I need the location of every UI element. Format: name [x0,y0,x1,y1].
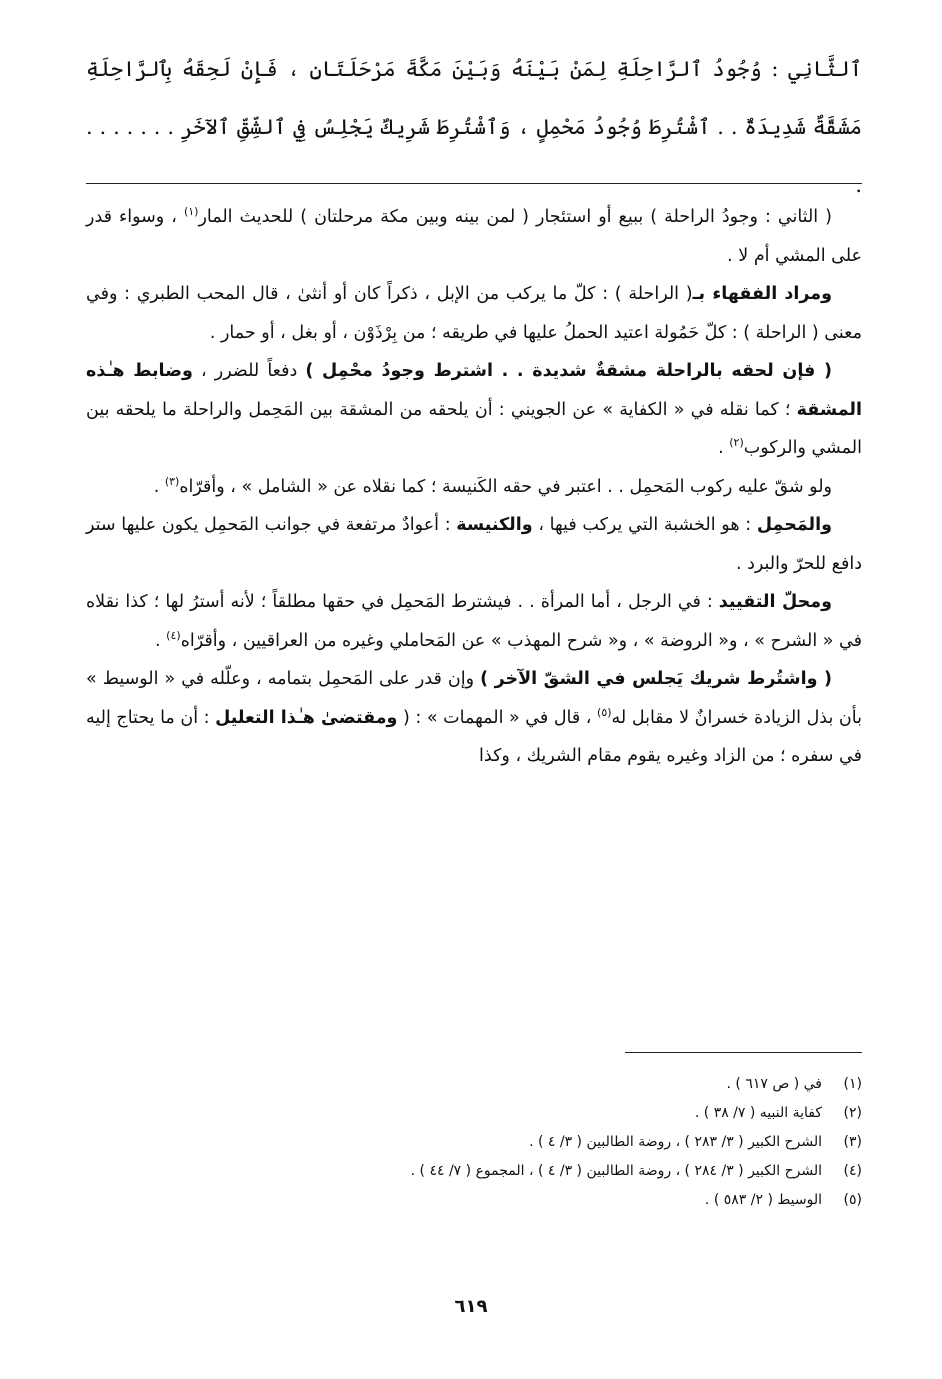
sharh-bold: ومراد الفقهاء بـ [692,284,832,304]
matn-separator [86,183,862,184]
matn-block [86,40,862,214]
sharh-text: . [718,438,730,458]
sharh-text: : أن ما يحتاج إليه في سفره ؛ من الزاد وغيره يقوم مقام الشريك ، وكذا [86,707,862,766]
footnote-item [162,1128,862,1157]
matn-text: ٱلثَّانِي : وُجُودُ ٱلرَّاحِلَةِ لِمَنْ بَيْنَهُ وَبَيْنَ مَكَّةَ مَرْحَلَتَانِ ، فَإِنْ لَحِقَهُ بِٱلرَّاحِلَةِ مَشَقَّةٌ شَدِيدَةٌ . . ٱشْتُرِطَ وُجُودُ مَحْمِلٍ ، وَٱشْتُرِطَ شَرِيكٌ يَجْلِسُ فِي ٱلشِّقِّ ٱلآخَرِ . . . . . . . . [86,57,862,197]
sharh-text: ( الثاني : وجودُ الراحلة ) ببيع أو استئجار ( لمن بينه وبين مكة مرحلتان ) للحديث المار [198,207,832,227]
sharh-text: ولو شقّ عليه ركوب المَحمِل . . اعتبر في حقه الكَنيسة ؛ كما نقلاه عن « الشامل » ، وأقرّاه [179,476,832,497]
sharh-paragraph [86,506,862,583]
sharh-text: ، وسواء قدر على المشي أم لا . [86,207,862,266]
sharh-text: وإن قدر على المَحمِل بتمامه ، وعلّله في « الوسيط » بأن بذل الزيادة خسرانٌ لا مقابل له [86,669,862,728]
footnote-text: كفاية النبيه ( ٧/ ٣٨ ) . [694,1105,822,1121]
footnote-text: الشرح الكبير ( ٣/ ٢٨٤ ) ، روضة الطالبين ( ٣/ ٤ ) ، المجموع ( ٧/ ٤٤ ) . [410,1163,822,1179]
sharh-paragraph [86,468,862,507]
sharh-bold: وضابط هـٰذه المشقة [86,361,862,420]
sharh-text: : هو الخشبة التي يركب فيها ، [532,515,757,535]
sharh-bold: ( فإن لحقه بالراحلة مشقةٌ شديدة . . اشترط وجودُ محْمِل ) [305,361,832,381]
sharh-text: ( الراحلة ) : كلّ ما يركب من الإبل ، ذكراً كان أو أنثىٰ ، قال المحب الطبري : وفي معنى ( الراحلة ) : كلّ حَمُولة اعتيد الحملُ عليها في طريقه ؛ من بِرْذَوْن ، أو بغل ، أو حمار . [86,284,862,343]
sharh-text: : في الرجل ، أما المرأة . . فيشترط المَحمِل في حقها مطلقاً ؛ لأنه أسترُ لها ؛ كذا نقلاه في « الشرح » ، و« الروضة » ، و« شرح المهذب » عن المَحاملي وغيره من العراقيين ، وأقرّاه [86,592,862,651]
footnote-number: (٢) [843,1105,862,1121]
footnote-number: (٤) [843,1163,862,1179]
footnote-number: (١) [843,1076,862,1092]
sharh-text: : أعوادٌ مرتفعة في جوانب المَحمِل يكون عليها ستر دافع للحرّ والبرد . [86,515,862,574]
sharh-bold: والمَحمِل [756,515,833,535]
sharh-bold: ومحلّ التقييد [718,592,832,612]
sharh-text: . [155,630,167,651]
footnote-item [162,1186,862,1215]
footnote-text: الوسيط ( ٢/ ٥٨٣ ) . [704,1192,822,1208]
footnote-ref[interactable]: (٤) [166,628,181,642]
footnote-number: (٣) [843,1134,862,1150]
sharh-bold: والكنيسة [456,515,533,535]
footnote-separator [625,1052,862,1053]
sharh-text: ؛ كما نقله في « الكفاية » عن الجويني : أن يلحقه من المشقة بين المَحِمل والراحلة ما يلحقه بين المشي والركوب [86,399,862,458]
sharh-paragraph [86,352,862,468]
footnote-ref[interactable]: (٣) [164,474,180,488]
sharh-paragraph [86,198,862,275]
footnote-text: الشرح الكبير ( ٣/ ٢٨٣ ) ، روضة الطالبين ( ٣/ ٤ ) . [529,1134,822,1150]
footnote-item [162,1157,862,1186]
footnote-item [162,1099,862,1128]
footnote-text: في ( ص ٦١٧ ) . [726,1076,822,1092]
sharh-bold: ( واشتُرط شريك يَجلس في الشقّ الآخر ) [480,669,832,689]
sharh-text: دفعاً للضرر ، [192,361,306,381]
footnote-ref[interactable]: (١) [183,205,199,219]
sharh-paragraph [86,660,862,776]
sharh-body [86,198,862,776]
footnote-item [162,1070,862,1099]
page-number: ٦١٩ [454,1296,488,1317]
sharh-bold: ومقتضىٰ هـٰذا التعليل [215,707,398,728]
sharh-paragraph [86,275,862,352]
sharh-paragraph [86,583,862,660]
footnote-number: (٥) [843,1192,862,1208]
sharh-text: . [153,476,165,497]
footnotes-list [162,1070,862,1215]
footnote-ref[interactable]: (٥) [597,705,612,719]
footnote-ref[interactable]: (٢) [729,436,744,450]
sharh-text: ، قال في « المهمات » : ( [397,707,598,728]
